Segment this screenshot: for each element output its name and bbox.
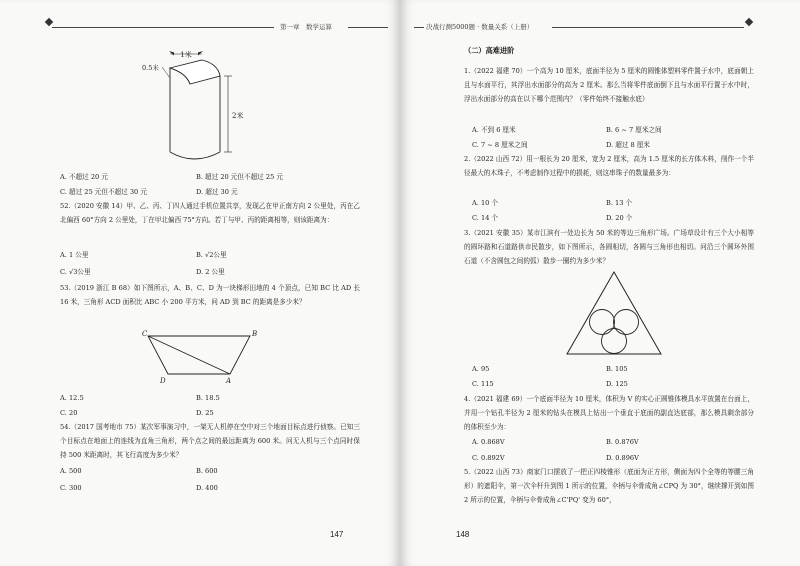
- vertex-a-label: A: [226, 377, 232, 385]
- q4-text: 4.（2021 福建 69）一个底面半径为 10 厘米，体积为 V 的实心正圆锥体模具水平放置在台面上，并用一个钻孔半径为 2 厘米的钻头在模具上钻出一个垂直于底面的副直达底部，那么模具剩余部分的体积至少为：: [464, 395, 754, 432]
- q54-option-b: B. 600: [196, 467, 218, 475]
- q54-option-d: D. 400: [196, 484, 218, 492]
- q53-option-c: C. 20: [60, 409, 78, 417]
- q52-option-b: B. √2公里: [196, 251, 227, 259]
- q51-option-d: D. 超过 30 元: [196, 188, 238, 196]
- chapter-header: 第一章 数学运算: [280, 23, 332, 31]
- q3-option-a: A. 95: [472, 365, 490, 373]
- right-page: [400, 0, 800, 566]
- q53-option-d: D. 25: [196, 409, 214, 417]
- header-diamond-icon: [45, 18, 53, 26]
- q2-option-a: A. 10 个: [472, 199, 499, 207]
- q3-text: 3.（2021 安徽 35）某市江滨有一处边长为 50 米的等边三角形广场。广场草设计有三个大小相等的圆环路和石道路供市民散步，如下图所示，各圆相切，各圆与三角形也相切。问沿三个圆环外围石道（不含圆包之间的弧）散步一圈约为多少米？: [464, 229, 754, 266]
- q2-option-b: B. 13 个: [606, 199, 633, 207]
- section-title: （二）高难进阶: [464, 46, 515, 55]
- q3-option-c: C. 115: [472, 380, 494, 388]
- q5-text: 5.（2022 山西 73）商家门口摆放了一把正四棱锥形（底面为正方形，侧面为四个全等的等腰三角形）的遮阳伞，第一次伞杆升到图 1 所示的位置，伞柄与伞骨成角∠CPQ 为 30°，继续撑开到如图 2 所示的位置，伞柄与伞骨成角∠C'PQ' 变为 60°，: [464, 468, 754, 505]
- q54-option-c: C. 300: [60, 484, 82, 492]
- q54-option-a: A. 500: [60, 467, 82, 475]
- vertex-d-label: D: [160, 377, 166, 385]
- q53-option-a: A. 12.5: [60, 394, 84, 402]
- height-label: 2米: [232, 112, 244, 120]
- header-diamond-icon: [745, 18, 753, 26]
- header-rule: [348, 27, 388, 28]
- q54-text: 54.（2017 国考地市 75）某次军事演习中，一架无人机停在空中对三个地面目标点进行侦察。已知三个目标点在地面上的连线为直角三角形，两个点之间的最远距离为 600 米。问无人机与三个点同时保持 500 米距离时，其飞行高度为多少米？: [60, 423, 360, 460]
- q1-option-d: D. 超过 8 厘米: [606, 141, 651, 149]
- vertex-b-label: B: [252, 330, 258, 338]
- q51-option-c: C. 超过 25 元但不超过 30 元: [60, 188, 147, 196]
- q51-option-a: A. 不超过 20 元: [60, 173, 108, 181]
- q2-option-d: D. 20 个: [606, 214, 633, 222]
- q52-option-a: A. 1 公里: [60, 251, 89, 259]
- q51-option-b: B. 超过 20 元但不超过 25 元: [196, 173, 283, 181]
- q53-option-b: B. 18.5: [196, 394, 220, 402]
- q3-option-b: B. 105: [606, 365, 628, 373]
- q3-option-d: D. 125: [606, 380, 628, 388]
- q4-option-b: B. 0.876V: [606, 438, 639, 446]
- q2-text: 2.（2022 山西 72）用一根长为 20 厘米，宽为 2 厘米，高为 1.5 厘米的长方体木料，削作一个半径最大的木珠子，不考虑制作过程中的损耗，则这串珠子的数量最多为：: [464, 155, 754, 178]
- q1-option-a: A. 不到 6 厘米: [472, 126, 516, 134]
- header-rule: [52, 27, 274, 28]
- page-number-left: 147: [330, 530, 344, 539]
- half-cylinder-figure: [140, 40, 250, 168]
- trapezoid-figure: [140, 328, 270, 386]
- side-label: 0.5米: [142, 64, 159, 72]
- q4-option-a: A. 0.868V: [472, 438, 505, 446]
- q52-text: 52.（2020 安徽 14）甲、乙、丙、丁四人通过手机位置共享，发现乙在甲正南方向 2 公里处，丙在乙北偏西 60°方向 2 公里处，丁在甲北偏西 75°方向。若丁与甲、丙的距离相等，则该距离为：: [60, 202, 360, 225]
- q2-option-c: C. 14 个: [472, 214, 499, 222]
- q1-option-b: B. 6 ~ 7 厘米之间: [606, 126, 662, 134]
- width-label: 1米: [180, 51, 192, 59]
- q52-option-d: D. 2 公里: [196, 268, 225, 276]
- q1-option-c: C. 7 ~ 8 厘米之间: [472, 141, 528, 149]
- q53-text: 53.（2019 浙江 B 68）如下图所示，A、B、C、D 为一块梯形田地的 4 个顶点，已知 BC 比 AD 长 16 米，三角形 ACD 面积比 ABC 小 200 平方米，问 AD 到 BC 的距离是多少米？: [60, 284, 360, 307]
- header-rule: [414, 27, 424, 28]
- triangle-circles-figure: [564, 270, 664, 358]
- vertex-c-label: C: [142, 330, 148, 338]
- q1-text: 1.（2022 福建 70）一个高为 10 厘米，底面半径为 5 厘米的圆锥体塑料零件置于水中，底面朝上且与水面平行，其浮出水面部分的高为 2 厘米。那么当将零件底面倒下且与水面平行置于水中时，浮出水面部分的高在以下哪个范围内？（零件始终不接触水底）: [464, 67, 754, 104]
- q52-option-c: C. √3公里: [60, 268, 91, 276]
- header-rule: [552, 27, 744, 28]
- page-number-right: 148: [456, 530, 470, 539]
- q4-option-c: C. 0.892V: [472, 454, 505, 462]
- book-header: 决战行测5000题 · 数量关系（上册）: [426, 23, 534, 31]
- q4-option-d: D. 0.896V: [606, 454, 639, 462]
